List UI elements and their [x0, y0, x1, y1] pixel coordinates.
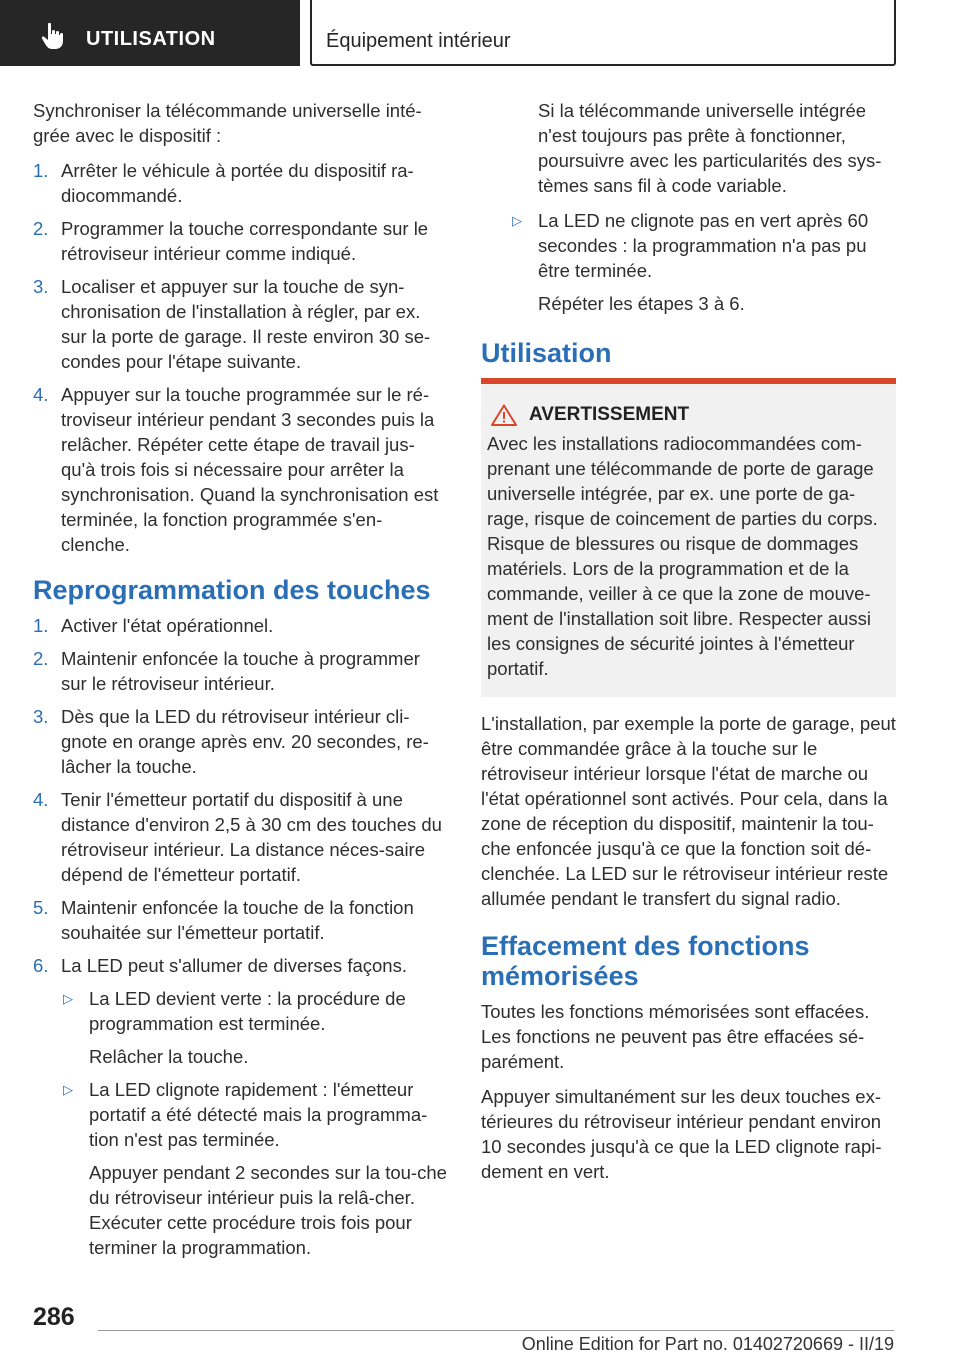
- footer-divider: [98, 1330, 894, 1331]
- right-column: [481, 98, 896, 1194]
- section-title: Équipement intérieur: [326, 30, 511, 52]
- list-item: [33, 216, 448, 266]
- step-number: 1.: [33, 160, 49, 181]
- sync-steps-list: [33, 158, 448, 557]
- list-item: [33, 613, 448, 638]
- continued-paragraph: Si la télécommande universelle intégrée n'est toujours pas prête à fonctionner, poursuivre avec les particularités des sys‐tèmes sans fil à code variable.: [538, 100, 882, 196]
- step-text: Maintenir enfoncée la touche de la fonction souhaitée sur l'émetteur portatif.: [61, 897, 414, 943]
- list-item: [33, 787, 448, 887]
- step-text: Tenir l'émetteur portatif du dispositif à une distance d'environ 2,5 à 30 cm des touches du rétroviseur intérieur. La distance néces‐saire dépend de l'émetteur portatif.: [61, 789, 442, 885]
- list-item: [510, 208, 896, 316]
- erase-paragraph-2: Appuyer simultanément sur les deux touches ex‐térieures du rétroviseur intérieur pendant environ 10 secondes jusqu'à ce que la LED clignote rapi‐dement en vert.: [481, 1086, 882, 1182]
- step-number: 1.: [33, 615, 49, 636]
- left-column: [33, 98, 448, 1268]
- case-follow: Relâcher la touche.: [89, 1046, 249, 1067]
- step-text: Appuyer sur la touche programmée sur le ré‐troviseur intérieur pendant 3 secondes puis la relâcher. Répéter cette étape de travail jus‐qu'à trois fois si nécessaire pour arrêter la synchronisation. Quand la synchronisation est terminée, la fonction programmée s'en‐clenche.: [61, 384, 439, 555]
- case-text: La LED clignote rapidement : l'émetteur portatif a été détecté mais la programma‐tion n'est pas terminée.: [89, 1079, 428, 1150]
- warning-triangle-icon: [491, 404, 517, 426]
- warning-text: Avec les installations radiocommandées com‐prenant une télécommande de porte de garage universelle intégrée, par ex. une porte de ga‐rage, risque de coincement de parties du corps. Risque de blessures ou risque de dommages matériels. Lors de la programmation et de la commande, veiller à ce que la zone de mouve‐ment de l'installation soit libre. Respecter aussi les consignes de sécurité jointes à l'émetteur portatif.: [487, 433, 878, 679]
- step-text: Dès que la LED du rétroviseur intérieur cli‐gnote en orange après env. 20 secondes, re‐lâcher la touche.: [61, 706, 429, 777]
- list-item: [33, 382, 448, 557]
- warning-title-row: [487, 402, 888, 427]
- case-text: La LED devient verte : la procédure de programmation est terminée.: [89, 988, 406, 1034]
- chapter-label: UTILISATION: [86, 28, 216, 50]
- step-number: 6.: [33, 955, 49, 976]
- breadcrumb: [310, 0, 896, 66]
- step-number: 3.: [33, 276, 49, 297]
- list-item: [33, 646, 448, 696]
- sync-intro: Synchroniser la télécommande universelle inté‐grée avec le dispositif :: [33, 100, 422, 146]
- step-number: 4.: [33, 789, 49, 810]
- step-text: La LED peut s'allumer de diverses façons.: [61, 955, 407, 976]
- step-text: Activer l'état opérationnel.: [61, 615, 274, 636]
- step-text: Localiser et appuyer sur la touche de syn‐chronisation de l'installation à régler, par ex. sur la porte de garage. Il reste environ 30 se‐condes pour l'étape suivante.: [61, 276, 431, 372]
- triangle-bullet-icon: ▷: [63, 991, 73, 1006]
- list-item: [33, 274, 448, 374]
- usage-heading: Utilisation: [481, 338, 612, 368]
- reprog-heading: Reprogrammation des touches: [33, 575, 431, 605]
- step-number: 2.: [33, 218, 49, 239]
- hand-pointer-icon: [40, 22, 66, 50]
- list-item: [61, 1077, 448, 1260]
- warning-box: [481, 378, 896, 697]
- page-header: [0, 0, 960, 66]
- step-number: 2.: [33, 648, 49, 669]
- erase-paragraph-1: Toutes les fonctions mémorisées sont effacées. Les fonctions ne peuvent pas être effacées sé‐parément.: [481, 1001, 870, 1072]
- edition-note: Online Edition for Part no. 01402720669 - II/19: [521, 1334, 894, 1354]
- step-number: 3.: [33, 706, 49, 727]
- step-text: Arrêter le véhicule à portée du dispositif ra‐diocommandé.: [61, 160, 414, 206]
- usage-paragraph: L'installation, par exemple la porte de garage, peut être commandée grâce à la touche sur le rétroviseur intérieur lorsque l'état de marche ou l'état opérationnel sont activés. Pour cela, dans la zone de réception du dispositif, maintenir la tou‐che enfoncée jusqu'à ce que la fonction soit dé‐clenchée. La LED sur le rétroviseur intérieur reste allumée pendant le transfert du signal radio.: [481, 713, 896, 909]
- case-follow: Répéter les étapes 3 à 6.: [538, 293, 745, 314]
- triangle-bullet-icon: ▷: [63, 1082, 73, 1097]
- reprog-steps-list: [33, 613, 448, 1260]
- list-item: [33, 158, 448, 208]
- step-text: Maintenir enfoncée la touche à programmer sur le rétroviseur intérieur.: [61, 648, 420, 694]
- warning-title: AVERTISSEMENT: [529, 404, 690, 425]
- triangle-bullet-icon: ▷: [512, 213, 522, 228]
- list-item: [33, 895, 448, 945]
- led-case-3-list: [510, 208, 896, 316]
- led-cases-list: [61, 986, 448, 1260]
- chapter-tab[interactable]: [0, 0, 300, 66]
- erase-heading: Effacement des fonctions mémorisées: [481, 931, 810, 991]
- list-item: [61, 986, 448, 1069]
- step-number: 5.: [33, 897, 49, 918]
- case-text: La LED ne clignote pas en vert après 60 secondes : la programmation n'a pas pu être terminée.: [538, 210, 869, 281]
- step-text: Programmer la touche correspondante sur le rétroviseur intérieur comme indiqué.: [61, 218, 429, 264]
- case-follow: Appuyer pendant 2 secondes sur la tou‐che du rétroviseur intérieur puis la relâ‐cher. Exécuter cette procédure trois fois pour terminer la programmation.: [89, 1162, 447, 1258]
- step-number: 4.: [33, 384, 49, 405]
- page-number: 286: [33, 1303, 75, 1331]
- list-item: [33, 704, 448, 779]
- list-item: [33, 953, 448, 1260]
